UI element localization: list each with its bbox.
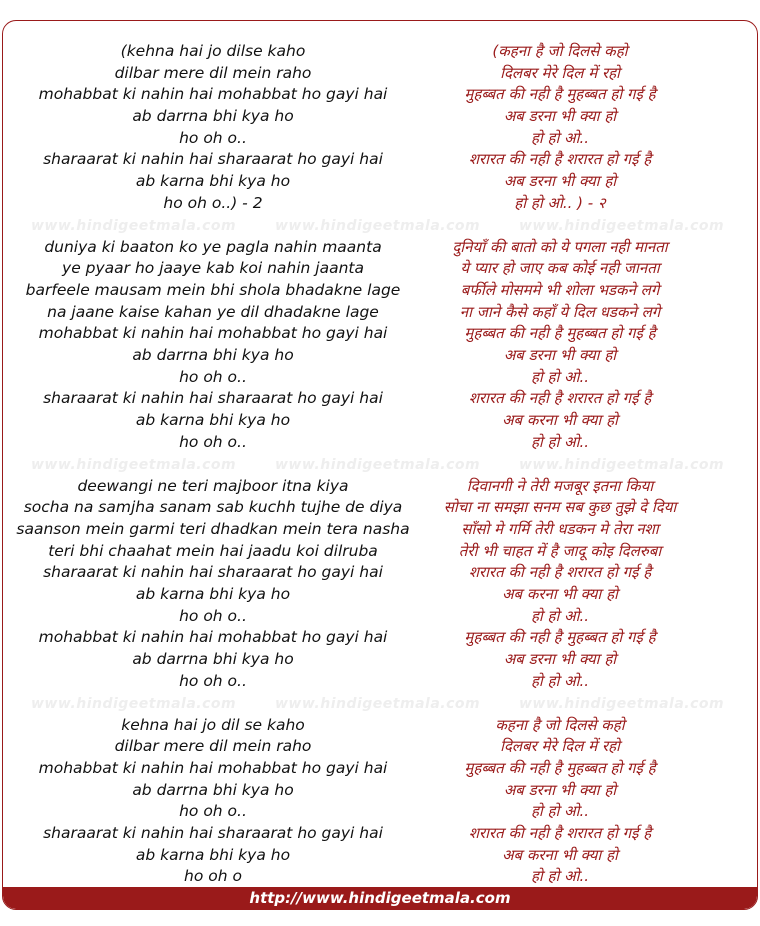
lyric-line-english: ho oh o..	[179, 606, 247, 625]
lyric-line-english: ab karna bhi kya ho	[135, 172, 291, 191]
lyric-line-english: sharaarat ki nahin hai sharaarat ho gayi hai	[43, 150, 383, 169]
lyric-line-hindi: सोचा ना समझा सनम सब कुछ तुझे दे दिया	[443, 498, 677, 517]
lyric-line-english: dilbar mere dil mein raho	[114, 63, 312, 82]
lyric-line-english: socha na samjha sanam sab kuchh tujhe de diya	[23, 498, 403, 517]
lyric-line-hindi: तेरी भी चाहत में है जादू कोइ दिलरुबा	[458, 541, 662, 560]
lyric-line-english: ab karna bhi kya ho	[135, 845, 291, 864]
lyric-line-english: ho oh o..	[179, 432, 247, 451]
hindi-lyrics	[387, 476, 733, 693]
lyric-line-hindi: अब करना भी क्या हो	[502, 585, 618, 604]
lyric-line-english: mohabbat ki nahin hai mohabbat ho gayi hai	[38, 758, 388, 777]
lyric-line-hindi: दिलबर मेरे दिल में रहो	[500, 737, 620, 756]
hindi-lyrics	[387, 715, 733, 889]
lyric-line-hindi: बर्फीले मोसममे भी शोला भडकने लगे	[460, 280, 660, 299]
lyric-line-hindi: अब करना भी क्या हो	[502, 411, 618, 430]
lyric-line-english: ab darrna bhi kya ho	[132, 780, 294, 799]
lyric-line-english: kehna hai jo dil se kaho	[121, 715, 305, 734]
lyric-line-english: ab darrna bhi kya ho	[132, 346, 294, 365]
lyric-line-english: duniya ki baaton ko ye pagla nahin maanta	[44, 237, 382, 256]
lyric-line-hindi: शरारत की नही है शरारत हो गई है	[468, 150, 652, 169]
lyric-line-english: ab darrna bhi kya ho	[132, 107, 294, 126]
watermark-row	[3, 696, 757, 714]
lyric-line-english: ab karna bhi kya ho	[135, 585, 291, 604]
lyric-line-english: ye pyaar ho jaaye kab koi nahin jaanta	[62, 259, 364, 278]
lyric-line-english: mohabbat ki nahin hai mohabbat ho gayi hai	[38, 324, 388, 343]
lyric-line-english: saanson mein garmi teri dhadkan mein tera nasha	[16, 519, 410, 538]
watermark-text: www.hindigeetmala.com	[519, 217, 725, 234]
english-lyrics	[3, 237, 423, 454]
lyric-line-hindi: ना जाने कैसे कहाँ ये दिल धडकने लगे	[459, 302, 661, 321]
lyric-line-hindi: अब डरना भी क्या हो	[503, 172, 617, 191]
lyric-line-hindi: शरारत की नही है शरारत हो गई है	[468, 563, 652, 582]
lyric-line-english: sharaarat ki nahin hai sharaarat ho gayi hai	[43, 824, 383, 843]
hindi-lyrics	[387, 41, 733, 215]
watermark-text: www.hindigeetmala.com	[275, 456, 481, 473]
lyric-line-hindi: हो हो ओ..	[530, 867, 590, 886]
watermark-text: www.hindigeetmala.com	[519, 695, 725, 712]
lyric-line-hindi: हो हो ओ..	[530, 671, 590, 690]
lyric-line-hindi: मुहब्बत की नही है मुहब्बत हो गई है	[464, 85, 656, 104]
lyric-line-hindi: शरारत की नही है शरारत हो गई है	[468, 389, 652, 408]
watermark-row	[3, 457, 757, 475]
lyric-line-english: teri bhi chaahat mein hai jaadu koi dilruba	[48, 541, 378, 560]
lyric-line-english: mohabbat ki nahin hai mohabbat ho gayi hai	[38, 628, 388, 647]
lyric-line-hindi: हो हो ओ..	[530, 802, 590, 821]
watermark-text: www.hindigeetmala.com	[275, 695, 481, 712]
lyric-line-hindi: हो हो ओ..	[530, 128, 590, 147]
lyric-line-english: ab darrna bhi kya ho	[132, 650, 294, 669]
lyric-line-hindi: हो हो ओ..	[530, 432, 590, 451]
watermark-text: www.hindigeetmala.com	[31, 695, 237, 712]
lyrics-frame	[2, 20, 758, 910]
lyric-line-hindi: कहना है जो दिलसे कहो	[495, 715, 625, 734]
lyric-line-english: sharaarat ki nahin hai sharaarat ho gayi hai	[43, 563, 383, 582]
lyric-line-hindi: अब करना भी क्या हो	[502, 845, 618, 864]
lyric-line-english: ho oh o..) - 2	[163, 193, 263, 212]
lyric-line-hindi: ये प्यार हो जाए कब कोई नही जानता	[460, 259, 660, 278]
lyric-line-hindi: शरारत की नही है शरारत हो गई है	[468, 824, 652, 843]
watermark-text: www.hindigeetmala.com	[31, 456, 237, 473]
lyric-line-hindi: मुहब्बत की नही है मुहब्बत हो गई है	[464, 324, 656, 343]
lyric-line-hindi: दिलबर मेरे दिल में रहो	[500, 63, 620, 82]
lyric-line-english: mohabbat ki nahin hai mohabbat ho gayi hai	[38, 85, 388, 104]
watermark-text: www.hindigeetmala.com	[31, 217, 237, 234]
lyric-line-english: ho oh o..	[179, 802, 247, 821]
lyric-line-hindi: दुनियाँ की बातो को ये पगला नही मानता	[452, 237, 668, 256]
lyric-line-english: barfeele mausam mein bhi shola bhadakne lage	[25, 280, 401, 299]
lyric-line-hindi: (कहना है जो दिलसे कहो	[492, 42, 628, 60]
lyric-line-english: deewangi ne teri majboor itna kiya	[77, 476, 349, 495]
watermark-text: www.hindigeetmala.com	[275, 217, 481, 234]
lyric-line-hindi: दिवानगी ने तेरी मजबूर इतना किया	[466, 476, 654, 495]
lyric-line-hindi: अब डरना भी क्या हो	[503, 650, 617, 669]
lyric-line-english: sharaarat ki nahin hai sharaarat ho gayi hai	[43, 389, 383, 408]
english-lyrics	[3, 476, 423, 693]
lyric-line-english: ho oh o..	[179, 128, 247, 147]
lyric-line-english: ho oh o..	[179, 367, 247, 386]
lyric-line-hindi: हो हो ओ..	[530, 367, 590, 386]
lyric-line-english: ho oh o	[184, 867, 242, 886]
english-lyrics	[3, 41, 423, 215]
lyric-line-hindi: मुहब्बत की नही है मुहब्बत हो गई है	[464, 758, 656, 777]
watermark-row	[3, 218, 757, 236]
lyric-line-hindi: हो हो ओ..	[530, 606, 590, 625]
lyric-line-hindi: अब डरना भी क्या हो	[503, 107, 617, 126]
lyric-line-english: (kehna hai jo dilse kaho	[120, 42, 306, 60]
lyric-line-hindi: अब डरना भी क्या हो	[503, 780, 617, 799]
lyric-line-hindi: अब डरना भी क्या हो	[503, 346, 617, 365]
footer-url-bar[interactable]: http://www.hindigeetmala.com	[3, 887, 757, 909]
lyric-line-hindi: साँसो मे गर्मि तेरी धडकन मे तेरा नशा	[461, 519, 659, 538]
hindi-lyrics	[387, 237, 733, 454]
lyric-line-english: ab karna bhi kya ho	[135, 411, 291, 430]
lyric-line-english: na jaane kaise kahan ye dil dhadakne lage	[47, 302, 379, 321]
english-lyrics	[3, 715, 423, 889]
lyric-line-hindi: हो हो ओ.. ) - २	[514, 193, 606, 212]
lyric-line-english: dilbar mere dil mein raho	[114, 737, 312, 756]
lyric-line-hindi: मुहब्बत की नही है मुहब्बत हो गई है	[464, 628, 656, 647]
lyric-line-english: ho oh o..	[179, 671, 247, 690]
watermark-text: www.hindigeetmala.com	[519, 456, 725, 473]
